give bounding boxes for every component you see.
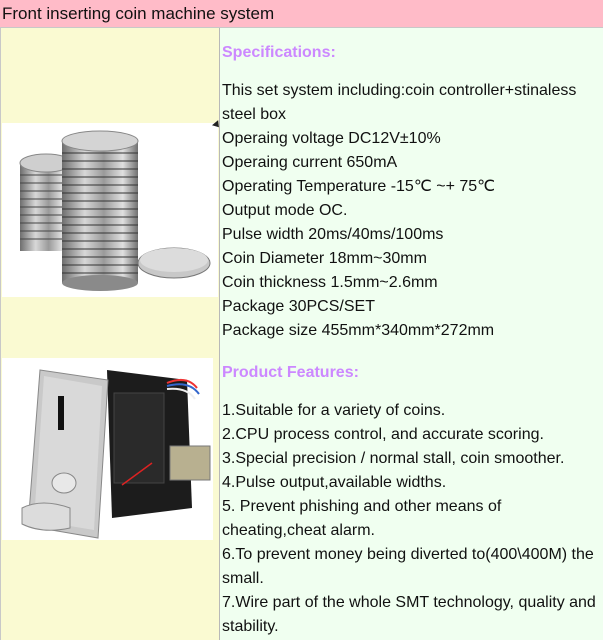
coin-mechanism-image	[2, 358, 213, 540]
specifications-heading: Specifications:	[222, 44, 336, 61]
feature-line: 3.Special precision / normal stall, coin smoother.	[222, 450, 565, 467]
feature-line: 1.Suitable for a variety of coins.	[222, 402, 446, 419]
page-title: Front inserting coin machine system	[2, 4, 275, 23]
spec-line: Operaing voltage DC12V±10%	[222, 130, 441, 147]
image-column	[0, 28, 220, 640]
spec-line: Operating Temperature -15℃ ~+ 75℃	[222, 178, 496, 195]
spec-line: Package 30PCS/SET	[222, 298, 375, 315]
feature-line: stability.	[222, 618, 279, 635]
spec-line: Output mode OC.	[222, 202, 348, 219]
spec-line: Pulse width 20ms/40ms/100ms	[222, 226, 444, 243]
feature-line: small.	[222, 570, 264, 587]
feature-line: cheating,cheat alarm.	[222, 522, 375, 539]
spec-line: Coin Diameter 18mm~30mm	[222, 250, 427, 267]
spec-line: This set system including:coin controller+stinaless	[222, 82, 577, 99]
page-header	[0, 0, 603, 28]
feature-line: 7.Wire part of the whole SMT technology, quality and	[222, 594, 596, 611]
coin-stack-image	[2, 123, 218, 297]
spec-line: steel box	[222, 106, 287, 123]
feature-line: 5. Prevent phishing and other means of	[222, 498, 502, 515]
feature-line: 4.Pulse output,available widths.	[222, 474, 447, 491]
spec-line: Operaing current 650mA	[222, 154, 398, 171]
spec-line: Package size 455mm*340mm*272mm	[222, 322, 495, 339]
feature-line: 6.To prevent money being diverted to(400\400M) the	[222, 546, 594, 563]
feature-line: 2.CPU process control, and accurate scoring.	[222, 426, 544, 443]
features-heading: Product Features:	[222, 364, 359, 381]
spec-line: Coin thickness 1.5mm~2.6mm	[222, 274, 438, 291]
